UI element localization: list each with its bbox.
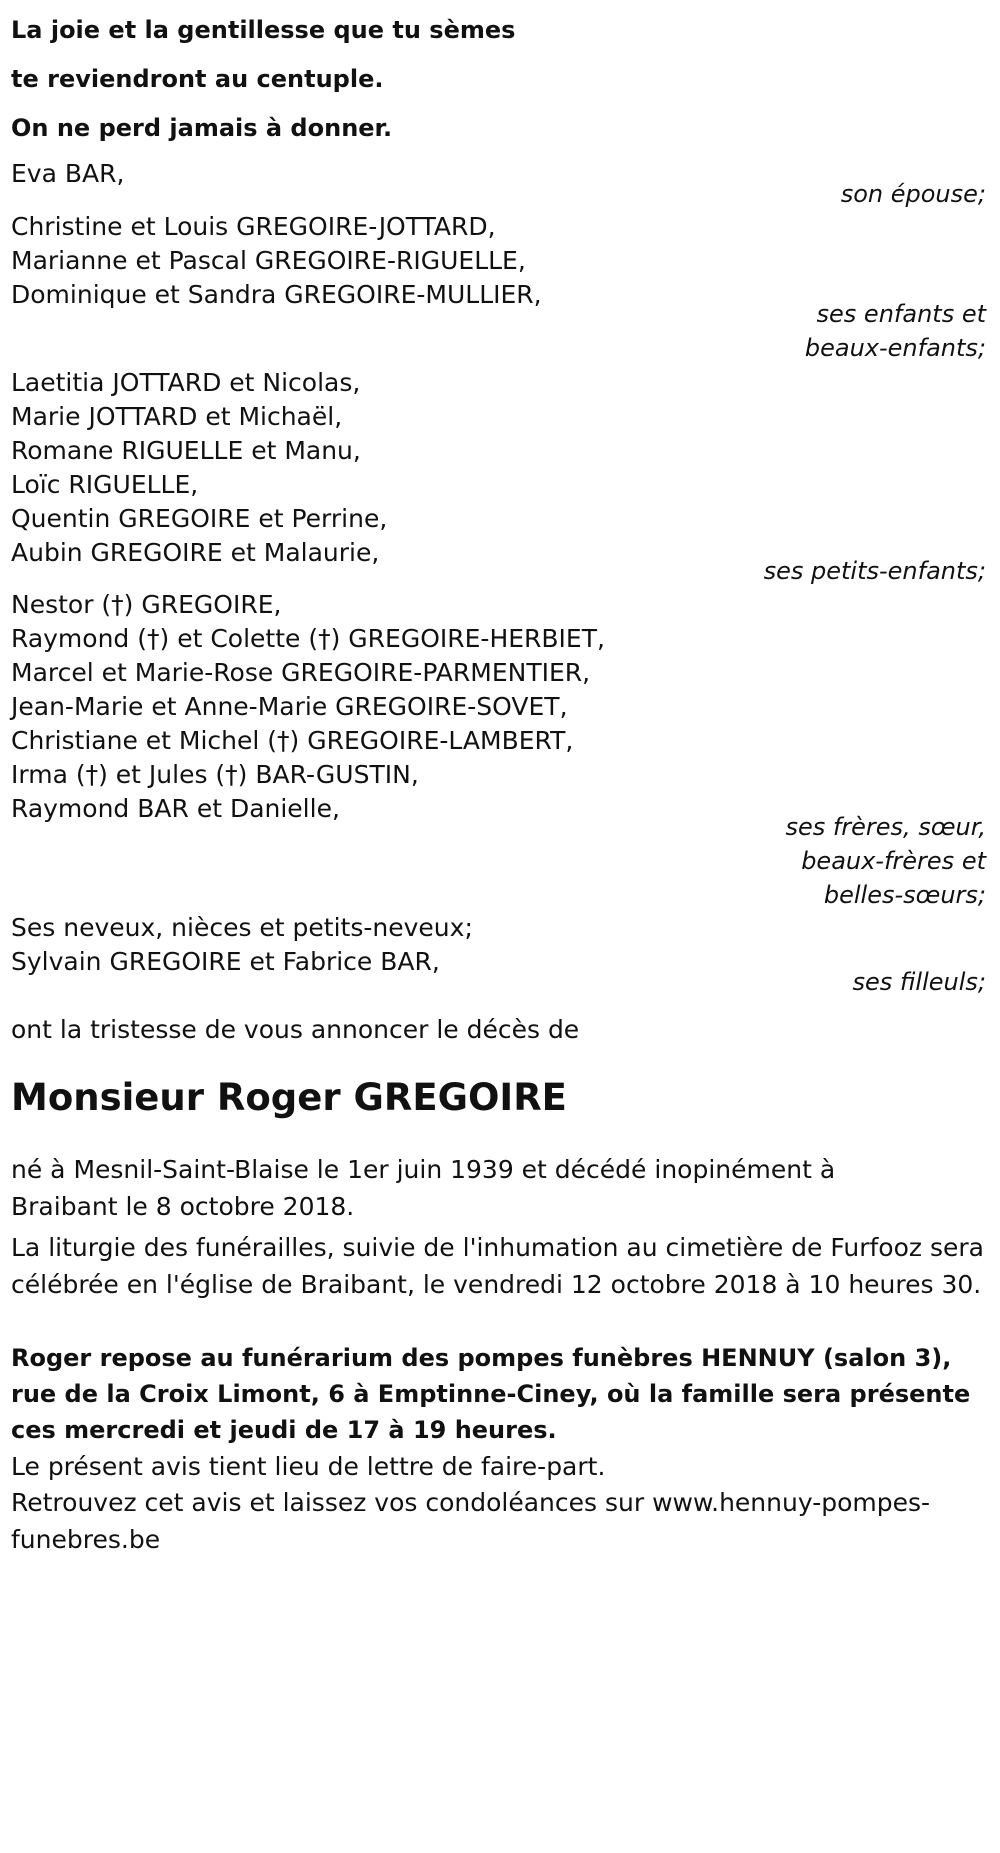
list-item: Nestor (†) GREGOIRE,: [11, 590, 282, 619]
list-item: Christine et Louis GREGOIRE-JOTTARD,: [11, 212, 496, 241]
list-item: Marcel et Marie-Rose GREGOIRE-PARMENTIER,: [11, 658, 591, 687]
list-item: Laetitia JOTTARD et Nicolas,: [11, 368, 361, 397]
condolences-paragraph: Retrouvez cet avis et laissez vos condoléances sur www.hennuy-pompes-funebres.be: [11, 1488, 931, 1554]
role-line: beaux-frères et: [801, 847, 986, 875]
announcement-text: ont la tristesse de vous annoncer le décès de: [11, 1015, 580, 1044]
godchildren-list: [11, 908, 473, 982]
list-item: Dominique et Sandra GREGOIRE-MULLIER,: [11, 280, 542, 309]
list-item: Marie JOTTARD et Michaël,: [11, 402, 343, 431]
grandchildren-role: ses petits-enfants;: [763, 557, 986, 585]
role-line: ses frères, sœur,: [785, 813, 986, 841]
list-item: Jean-Marie et Anne-Marie GREGOIRE-SOVET,: [11, 692, 568, 721]
list-item: Christiane et Michel (†) GREGOIRE-LAMBERT,: [11, 726, 574, 755]
opening-quote: [11, 6, 515, 153]
siblings-role: [785, 807, 986, 915]
deceased-name: Monsieur Roger GREGOIRE: [11, 1076, 567, 1119]
children-list: [11, 207, 542, 315]
funeral-paragraph: La liturgie des funérailles, suivie de l'inhumation au cimetière de Furfooz sera célébrée en l'église de Braibant, le vendredi 12 octobre 2018 à 10 heures 30.: [11, 1233, 984, 1299]
quote-line: La joie et la gentillesse que tu sèmes: [11, 16, 516, 44]
list-item: Ses neveux, nièces et petits-neveux;: [11, 913, 473, 942]
birth-death-paragraph: né à Mesnil-Saint-Blaise le 1er juin 1939 et décédé inopinément à Braibant le 8 octobre 2018.: [11, 1155, 836, 1221]
children-role: [805, 294, 986, 368]
quote-line: On ne perd jamais à donner.: [11, 114, 393, 142]
list-item: Loïc RIGUELLE,: [11, 470, 199, 499]
list-item: Raymond (†) et Colette (†) GREGOIRE-HERBIET,: [11, 624, 605, 653]
quote-line: te reviendront au centuple.: [11, 65, 384, 93]
list-item: Quentin GREGOIRE et Perrine,: [11, 504, 388, 533]
notice-paragraph: Le présent avis tient lieu de lettre de faire-part.: [11, 1452, 606, 1481]
visitation-paragraph: Roger repose au funérarium des pompes funèbres HENNUY (salon 3), rue de la Croix Limont, 6 à Emptinne-Ciney, où la famille sera présente ces mercredi et jeudi de 17 à 19 heures.: [11, 1344, 971, 1444]
list-item: Raymond BAR et Danielle,: [11, 794, 340, 823]
siblings-list: [11, 585, 605, 829]
grandchildren-list: [11, 363, 387, 573]
list-item: Aubin GREGOIRE et Malaurie,: [11, 538, 380, 567]
godchildren-role: ses filleuls;: [852, 968, 986, 996]
role-line: ses enfants et: [816, 300, 986, 328]
role-line: belles-sœurs;: [823, 881, 986, 909]
list-item: Irma (†) et Jules (†) BAR-GUSTIN,: [11, 760, 419, 789]
list-item: Marianne et Pascal GREGOIRE-RIGUELLE,: [11, 246, 526, 275]
spouse-name: Eva BAR,: [11, 159, 125, 188]
spouse-role: son épouse;: [840, 180, 986, 208]
role-line: beaux-enfants;: [804, 334, 986, 362]
list-item: Romane RIGUELLE et Manu,: [11, 436, 361, 465]
list-item: Sylvain GREGOIRE et Fabrice BAR,: [11, 947, 440, 976]
